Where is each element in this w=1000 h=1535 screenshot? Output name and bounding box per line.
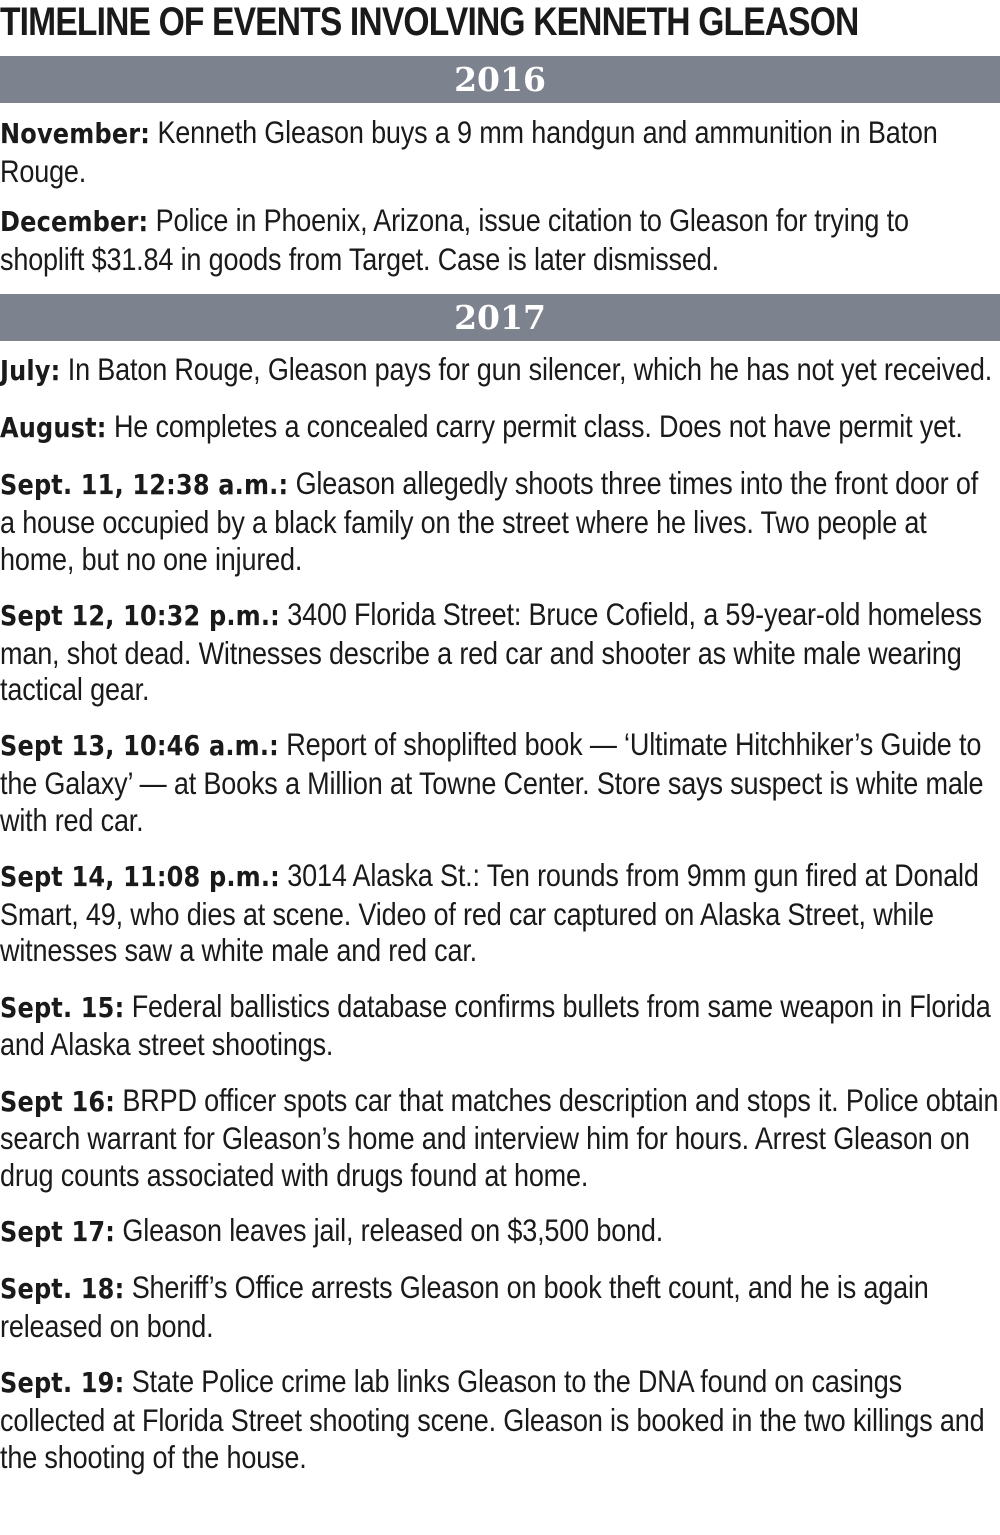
entry-label: Sept. 18: xyxy=(0,1272,125,1306)
entry-label: July: xyxy=(0,353,61,387)
entry-label: Sept. 19: xyxy=(0,1366,125,1400)
timeline-entry xyxy=(0,1363,1000,1475)
entry-label: Sept. 15: xyxy=(0,990,125,1024)
entry-label: August: xyxy=(0,411,107,445)
entries-2017 xyxy=(0,351,1000,1476)
entry-label: Sept 14, 11:08 p.m.: xyxy=(0,860,280,894)
timeline-entry xyxy=(0,408,1000,447)
entry-text: Gleason allegedly shoots three times into the front door of a house occupied by a black family on the street where he lives. Two people at home, but no one injured. xyxy=(0,465,979,577)
entry-text: Report of shoplifted book — ‘Ultimate Hitchhiker’s Guide to the Galaxy’ — at Books a Million at Towne Center. Store says suspect is white male with red car. xyxy=(0,726,984,838)
entry-text: BRPD officer spots car that matches description and stops it. Police obtain search warrant for Gleason’s home and interview him for hours. Arrest Gleason on drug counts associated with drugs found at home. xyxy=(0,1081,999,1193)
year-header-2016: 2016 xyxy=(0,56,1000,103)
entry-label: December: xyxy=(0,205,149,239)
page-title: TIMELINE OF EVENTS INVOLVING KENNETH GLEASON xyxy=(0,0,859,44)
entry-label: Sept 13, 10:46 a.m.: xyxy=(0,729,279,763)
timeline-entry xyxy=(0,1212,1000,1251)
timeline-entry xyxy=(0,1269,1000,1344)
timeline-entry xyxy=(0,351,1000,390)
entry-label: Sept 12, 10:32 p.m.: xyxy=(0,598,280,632)
timeline-entry xyxy=(0,726,1000,838)
timeline-entry xyxy=(0,465,1000,577)
entry-text: 3014 Alaska St.: Ten rounds from 9mm gun fired at Donald Smart, 49, who dies at scene. Video of red car captured on Alaska Street, while witnesses saw a white male and red car. xyxy=(0,857,979,969)
entry-text: State Police crime lab links Gleason to the DNA found on casings collected at Florida Street shooting scene. Gleason is booked in the two killings and the shooting of the house. xyxy=(0,1363,985,1475)
entry-text: Sheriff’s Office arrests Gleason on book theft count, and he is again released on bond. xyxy=(0,1269,929,1345)
entry-text: 3400 Florida Street: Bruce Cofield, a 59-year-old homeless man, shot dead. Witnesses describe a red car and shooter as white male wearing tactical gear. xyxy=(0,595,982,708)
entry-text: Federal ballistics database confirms bullets from same weapon in Florida and Alaska street shootings. xyxy=(0,987,991,1063)
timeline-entry xyxy=(0,988,1000,1063)
timeline-entry xyxy=(0,596,1000,708)
timeline-entry xyxy=(0,1082,1000,1194)
entry-text: Gleason leaves jail, released on $3,500 bond. xyxy=(122,1212,664,1249)
entry-text: He completes a concealed carry permit class. Does not have permit yet. xyxy=(113,408,963,445)
timeline-entry xyxy=(0,857,1000,969)
entries-2016 xyxy=(0,114,1000,278)
entry-text: Kenneth Gleason buys a 9 mm handgun and ammunition in Baton Rouge. xyxy=(0,114,938,189)
timeline-entry xyxy=(0,202,1000,277)
entry-label: Sept 16: xyxy=(0,1084,116,1118)
entry-text: Police in Phoenix, Arizona, issue citation to Gleason for trying to shoplift $31.84 in goods from Target. Case is later dismissed. xyxy=(0,202,909,278)
entry-text: In Baton Rouge, Gleason pays for gun silencer, which he has not yet received. xyxy=(67,350,993,387)
entry-label: Sept. 11, 12:38 a.m.: xyxy=(0,468,289,502)
year-header-2017: 2017 xyxy=(0,294,1000,341)
entry-label: Sept 17: xyxy=(0,1215,116,1249)
timeline-entry xyxy=(0,114,1000,189)
entry-label: November: xyxy=(0,117,151,150)
